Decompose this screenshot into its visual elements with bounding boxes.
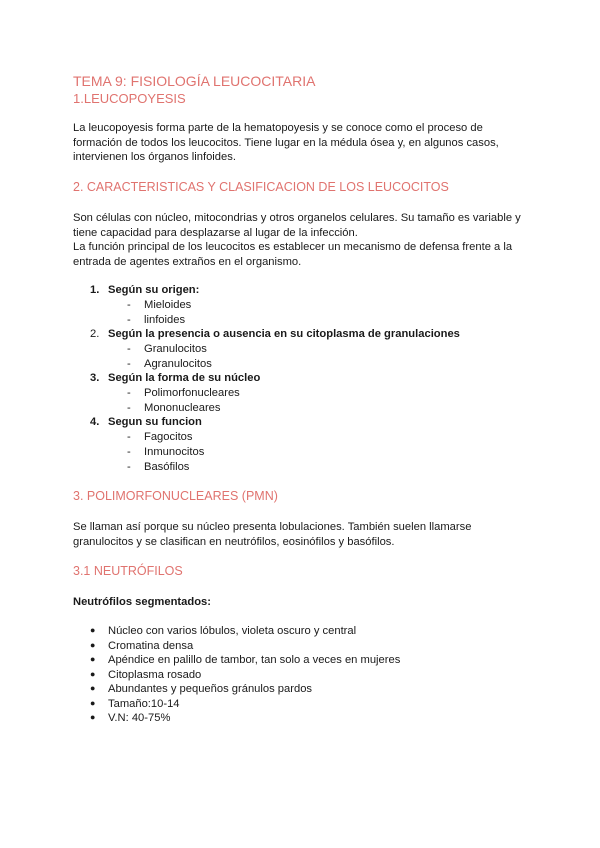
list-label: Según la forma de su núcleo xyxy=(108,372,261,384)
sub-item-text: Mieloides xyxy=(144,299,192,311)
paragraph-line: intervienen los órganos linfoides. xyxy=(73,151,236,164)
sub-item-text: Fagocitos xyxy=(144,431,193,443)
sub-item xyxy=(127,299,191,311)
sub-item-text: Inmunocitos xyxy=(144,446,205,458)
sub-item-text: Agranulocitos xyxy=(144,358,212,370)
bullet-dot: ● xyxy=(90,712,96,722)
sub-item-text: Granulocitos xyxy=(144,343,207,355)
bullet-text: Núcleo con varios lóbulos, violeta oscuro y central xyxy=(108,625,357,637)
bullet-dot: ● xyxy=(90,625,96,635)
document-title: TEMA 9: FISIOLOGÍA LEUCOCITARIA xyxy=(73,73,316,89)
paragraph-line: Son células con núcleo, mitocondrias y otros organelos celulares. Su tamaño es variable y xyxy=(73,212,521,224)
paragraph-line: La función principal de los leucocitos es establecer un mecanismo de defensa frente a la xyxy=(73,241,513,254)
bullet-item xyxy=(90,625,356,637)
dash-marker: - xyxy=(127,387,131,399)
list-item-forma-nucleo xyxy=(90,372,260,384)
list-label: Según la presencia o ausencia en su citoplasma de granulaciones xyxy=(108,328,460,340)
paragraph-line: entrada de agentes extraños en el organismo. xyxy=(73,255,302,268)
dash-marker: - xyxy=(127,446,131,458)
dash-marker: - xyxy=(127,461,131,473)
dash-marker: - xyxy=(127,314,131,326)
bullet-dot: ● xyxy=(90,654,96,664)
sub-item xyxy=(127,358,212,370)
bullet-text: Apéndice en palillo de tambor, tan solo a veces en mujeres xyxy=(108,654,401,666)
bullet-item xyxy=(90,683,312,695)
paragraph-line: Se llaman así porque su núcleo presenta lobulaciones. También suelen llamarse xyxy=(73,521,472,533)
sub-item-text: linfoides xyxy=(144,314,186,326)
sub-item xyxy=(127,343,207,355)
list-label: Segun su funcion xyxy=(108,416,202,428)
dash-marker: - xyxy=(127,358,131,370)
dash-marker: - xyxy=(127,299,131,311)
list-number: 2. xyxy=(90,328,100,340)
bullet-text: Citoplasma rosado xyxy=(108,669,202,681)
list-number: 1. xyxy=(90,284,100,296)
section-heading-caracteristicas: 2. CARACTERISTICAS Y CLASIFICACION DE LOS LEUCOCITOS xyxy=(73,180,449,194)
sub-item xyxy=(127,431,193,443)
bullet-dot: ● xyxy=(90,669,96,679)
list-number: 4. xyxy=(90,416,100,428)
subheading-neutrofilos-segmentados: Neutrófilos segmentados: xyxy=(73,596,211,608)
dash-marker: - xyxy=(127,431,131,443)
sub-item xyxy=(127,446,204,458)
paragraph-caracteristicas xyxy=(73,211,533,269)
bullet-item xyxy=(90,698,180,710)
dash-marker: - xyxy=(127,343,131,355)
section-heading-leucopoyesis: 1.LEUCOPOYESIS xyxy=(73,91,186,106)
sub-item xyxy=(127,314,185,326)
bullet-item xyxy=(90,640,193,652)
bullet-dot: ● xyxy=(90,640,96,650)
bullet-text: Abundantes y pequeños gránulos pardos xyxy=(108,683,313,695)
list-item-origen xyxy=(90,284,199,296)
paragraph-leucopoyesis xyxy=(73,121,533,165)
list-item-funcion xyxy=(90,416,202,428)
paragraph-line: granulocitos y se clasifican en neutrófilos, eosinófilos y basófilos. xyxy=(73,535,395,548)
bullet-dot: ● xyxy=(90,683,96,693)
sub-item-text: Basófilos xyxy=(144,461,190,473)
sub-item xyxy=(127,402,221,414)
dash-marker: - xyxy=(127,402,131,414)
bullet-text: Tamaño:10-14 xyxy=(108,698,180,710)
bullet-item xyxy=(90,712,170,724)
sub-item-text: Mononucleares xyxy=(144,402,221,414)
list-label: Según su origen: xyxy=(108,284,200,296)
bullet-text: Cromatina densa xyxy=(108,640,194,652)
sub-item xyxy=(127,461,189,473)
section-heading-polimorfonucleares: 3. POLIMORFONUCLEARES (PMN) xyxy=(73,489,278,503)
sub-item xyxy=(127,387,240,399)
section-heading-neutrofilos: 3.1 NEUTRÓFILOS xyxy=(73,564,183,578)
bullet-text: V.N: 40-75% xyxy=(108,712,171,724)
sub-item-text: Polimorfonucleares xyxy=(144,387,240,399)
bullet-item xyxy=(90,654,400,666)
paragraph-line: formación de todos los leucocitos. Tiene lugar en la médula ósea y, en algunos casos, xyxy=(73,136,499,149)
list-item-presencia xyxy=(90,328,460,340)
bullet-dot: ● xyxy=(90,698,96,708)
list-number: 3. xyxy=(90,372,100,384)
paragraph-line: La leucopoyesis forma parte de la hematopoyesis y se conoce como el proceso de xyxy=(73,122,483,134)
paragraph-polimorfonucleares xyxy=(73,520,533,549)
paragraph-line: tiene capacidad para desplazarse al lugar de la infección. xyxy=(73,226,358,239)
bullet-item xyxy=(90,669,201,681)
